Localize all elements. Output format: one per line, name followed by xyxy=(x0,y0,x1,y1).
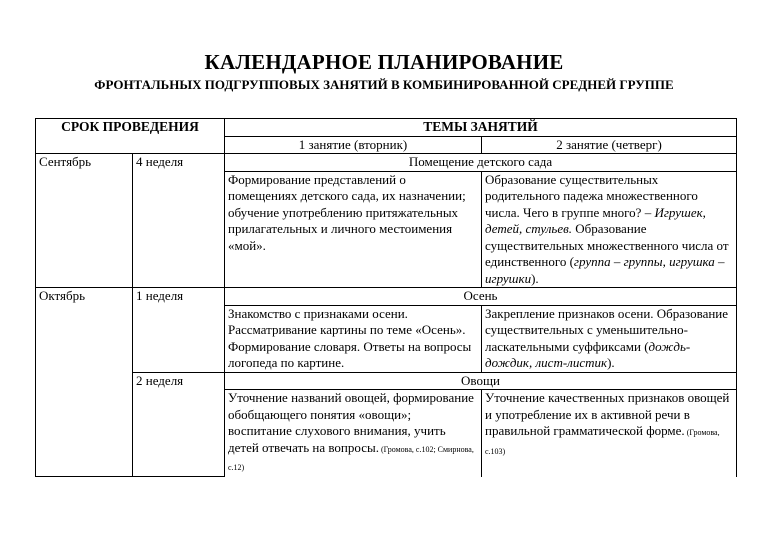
header-topics: ТЕМЫ ЗАНЯТИЙ xyxy=(225,119,737,137)
september-lesson2-example: группа – группы, игрушка – игрушки xyxy=(485,254,725,286)
theme-october-1: Осень xyxy=(225,288,737,306)
september-lesson2-part: Образование существительных множественного числа от единственного ( xyxy=(485,221,729,269)
header-lesson2: 2 занятие (четверг) xyxy=(482,136,737,154)
september-lesson2-example: Игрушек, детей, стульев. xyxy=(485,204,706,236)
header-lesson1: 1 занятие (вторник) xyxy=(225,136,482,154)
october2-lesson2-reference: (Громова, с.103) xyxy=(485,428,720,456)
october1-lesson2-part: Закрепление признаков осени. Образование существительных с уменьшительно-ласкательными суффиксами ( xyxy=(485,305,729,354)
table-row xyxy=(36,154,737,172)
document-subtitle: ФРОНТАЛЬНЫХ ПОДГРУППОВЫХ ЗАНЯТИЙ В КОМБИНИРОВАННОЙ СРЕДНЕЙ ГРУППЕ xyxy=(94,77,674,92)
table-row xyxy=(36,288,737,306)
october2-lesson1 xyxy=(225,390,482,477)
october2-lesson2-text: Уточнение качественных признаков овощей и употребление их в активной речи в правильной грамматической форме. xyxy=(485,390,730,438)
october1-lesson1: Знакомство с признаками осени. Рассматривание картины по теме «Осень». Формирование словаря. Ответы на вопросы логопеда по картине. xyxy=(225,305,482,372)
month-october: Октябрь xyxy=(36,288,133,477)
table-header-row xyxy=(36,119,737,137)
header-period: СРОК ПРОВЕДЕНИЯ xyxy=(36,119,225,154)
theme-october-2: Овощи xyxy=(225,372,737,390)
october2-lesson1-reference: (Громова, с.102; Смирнова, с.12) xyxy=(228,444,474,472)
september-lesson1: Формирование представлений о помещениях детского сада, их назначении; обучение употреблению притяжательных прилагательных и личного местоимения «мой». xyxy=(225,171,482,288)
october1-lesson2 xyxy=(482,305,737,372)
theme-september: Помещение детского сада xyxy=(225,154,737,172)
september-lesson2-part: Образование существительных родительного падежа множественного числа. Чего в группе много? – xyxy=(485,171,698,220)
planning-table xyxy=(35,118,737,477)
week-october-1: 1 неделя xyxy=(133,288,225,373)
october1-lesson2-example: дождь-дождик, лист-листик xyxy=(485,338,691,370)
week-september-4: 4 неделя xyxy=(133,154,225,288)
table-row xyxy=(36,372,737,390)
month-september: Сентябрь xyxy=(36,154,133,288)
september-lesson2-part: ). xyxy=(531,270,539,286)
october2-lesson1-text: Уточнение названий овощей, формирование обобщающего понятия «овощи»; воспитание слухового внимания, учить детей отвечать на вопросы. xyxy=(228,390,474,455)
september-lesson2 xyxy=(482,171,737,288)
document-title: КАЛЕНДАРНОЕ ПЛАНИРОВАНИЕ xyxy=(204,50,564,74)
week-october-2: 2 неделя xyxy=(133,372,225,477)
october2-lesson2 xyxy=(482,390,737,477)
october1-lesson2-part: ). xyxy=(607,355,615,370)
